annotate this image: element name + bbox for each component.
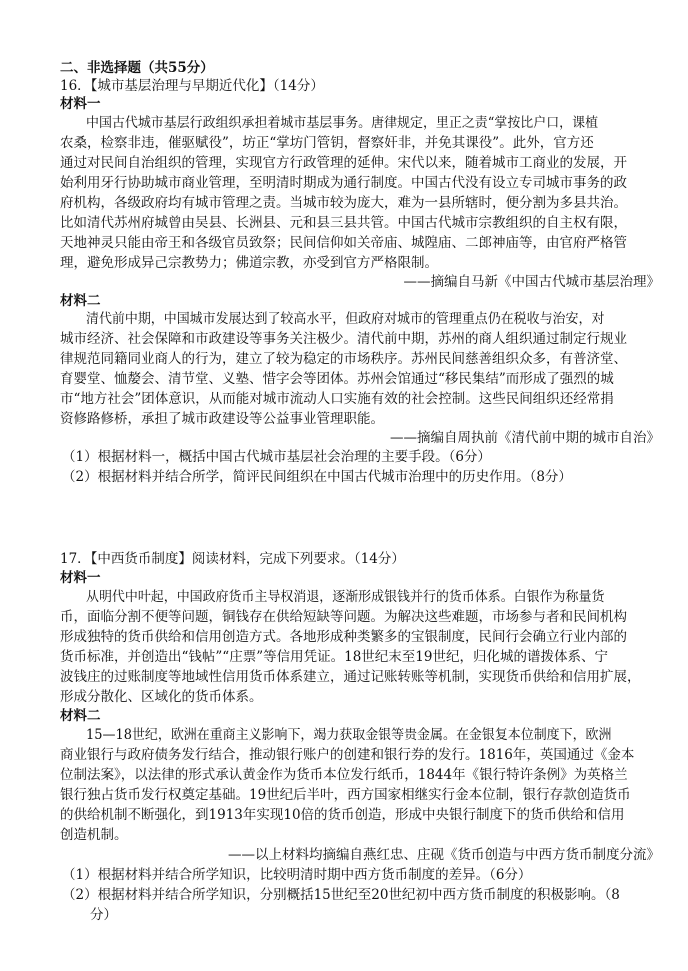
q17-material-1-label: 材料一 [60,570,101,586]
q17-m1-line: 形成独特的货币供给和信用创造方式。各地形成种类繁多的宝银制度，民间行会确立行业内部的 [60,629,627,645]
q16-m1-line: 府机构，各级政府均有城市管理之责。当城市较为庞大，难为一县所辖时，便分割为多县共治。 [60,195,627,211]
q16-m1-line: 比如清代苏州府城曾由吴县、长洲县、元和县三县共管。中国古代城市宗教组织的自主权有限， [60,215,627,231]
q17-material-2-label: 材料二 [60,708,101,724]
q16-m2-line: 资修路修桥，承担了城市政建设等公益事业管理职能。 [60,411,384,427]
q16-m2-source: ——摘编自周执前《清代前中期的城市自治》 [390,430,660,446]
q16-m2-line: 市“地方社会”团体意识，从而能对城市流动人口实施有效的社会控制。这些民间组织还经常捐 [60,391,614,407]
q16-m2-line: 律规范同籍同业商人的行为，建立了较为稳定的市场秩序。苏州民间慈善组织众多，有普济堂、 [60,351,627,367]
q17-m1-line: 货币标准，并创造出“钱帖”“庄票”等信用凭证。18世纪末至19世纪，归化城的谱拨体系、宁 [60,649,608,665]
q16-m1-line: 理，避免形成异己宗教势力；佛道宗教，亦受到官方严格限制。 [60,255,438,271]
q17-question-1: （1）根据材料并结合所学知识，比较明清时期中西方货币制度的差异。（6分） [62,867,532,883]
q16-m1-line: 始利用牙行协助城市商业管理，至明清时期成为通行制度。中国古代没有设立专司城市事务的政 [60,175,627,191]
q17-m2-line: 15—18世纪，欧洲在重商主义影响下，竭力获取金银等贵金属。在金银复本位制度下，欧洲 [86,727,612,743]
q16-question-1: （1）根据材料一，概括中国古代城市基层社会治理的主要手段。（6分） [62,449,491,465]
q16-question-2: （2）根据材料并结合所学，简评民间组织在中国古代城市治理中的历史作用。（8分） [62,469,572,485]
q17-question-2: （2）根据材料并结合所学知识，分别概括15世纪至20世纪初中西方货币制度的积极影响。（8 [62,887,620,903]
q16-title: 16．【城市基层治理与早期近代化】（14分） [60,78,324,94]
q17-m1-line: 波钱庄的过账制度等地域性信用货币体系建立，通过记账转账等机制，实现货币供给和信用扩展， [60,669,641,685]
q16-material-1-label: 材料一 [60,96,101,112]
q17-m2-line: 创造机制。 [60,827,128,843]
q16-m2-line: 育婴堂、恤嫠会、清节堂、义塾、惜字会等团体。苏州会馆通过“移民集结”而形成了强烈的城 [60,371,614,387]
q16-m1-line: 天地神灵只能由帝王和各级官员致祭；民间信仰如关帝庙、城隍庙、二郎神庙等，由官府严格管 [60,235,627,251]
q17-question-2-cont: 分） [90,907,117,923]
q16-m1-line: 中国古代城市基层行政组织承担着城市基层事务。唐律规定，里正之责“掌按比户口，课植 [86,115,599,131]
q17-m1-line: 币，面临分割不便等问题，铜钱存在供给短缺等问题。为解决这些难题，市场参与者和民间机构 [60,609,627,625]
q17-m1-line: 形成分散化、区域化的货币体系。 [60,689,263,705]
q16-m1-line: 通过对民间自治组织的管理，实现官方行政管理的延伸。宋代以来，随着城市工商业的发展，开 [60,155,627,171]
q17-m2-line: 商业银行与政府债务发行结合，推动银行账户的创建和银行券的发行。1816年，英国通过《金本 [60,747,635,763]
q16-material-2-label: 材料二 [60,293,101,309]
q16-m2-line: 清代前中期，中国城市发展达到了较高水平，但政府对城市的管理重点仍在税收与治安，对 [86,311,605,327]
q16-m1-line: 农桑，检察非违，催驱赋役”，坊正“掌坊门管钥，督察奸非，并免其课役”。此外，官方还 [60,135,594,151]
section-header: 二、非选择题（共55分） [60,60,214,76]
q16-m1-source: ——摘编自马新《中国古代城市基层治理》 [403,274,660,290]
q17-m2-line: 银行独占货币发行权奠定基础。19世纪后半叶，西方国家相继实行金本位制，银行存款创造货币 [60,787,631,803]
q17-m1-line: 从明代中叶起，中国政府货币主导权消退，逐渐形成银钱并行的货币体系。白银作为称量货 [86,589,605,605]
q17-source: ——以上材料均摘编自燕红忠、庄砚《货币创造与中西方货币制度分流》 [228,847,660,863]
q17-title: 17．【中西货币制度】阅读材料，完成下列要求。（14分） [60,551,405,567]
q16-m2-line: 城市经济、社会保障和市政建设等事务关注极少。清代前中期，苏州的商人组织通过制定行规业 [60,331,627,347]
q17-m2-line: 的供给机制不断强化，到1913年实现10倍的货币创造，形成中央银行制度下的货币供给和信用 [60,807,625,823]
q17-m2-line: 位制法案》，以法律的形式承认黄金作为货币本位发行纸币，1844年《银行特许条例》为英格兰 [60,767,628,783]
